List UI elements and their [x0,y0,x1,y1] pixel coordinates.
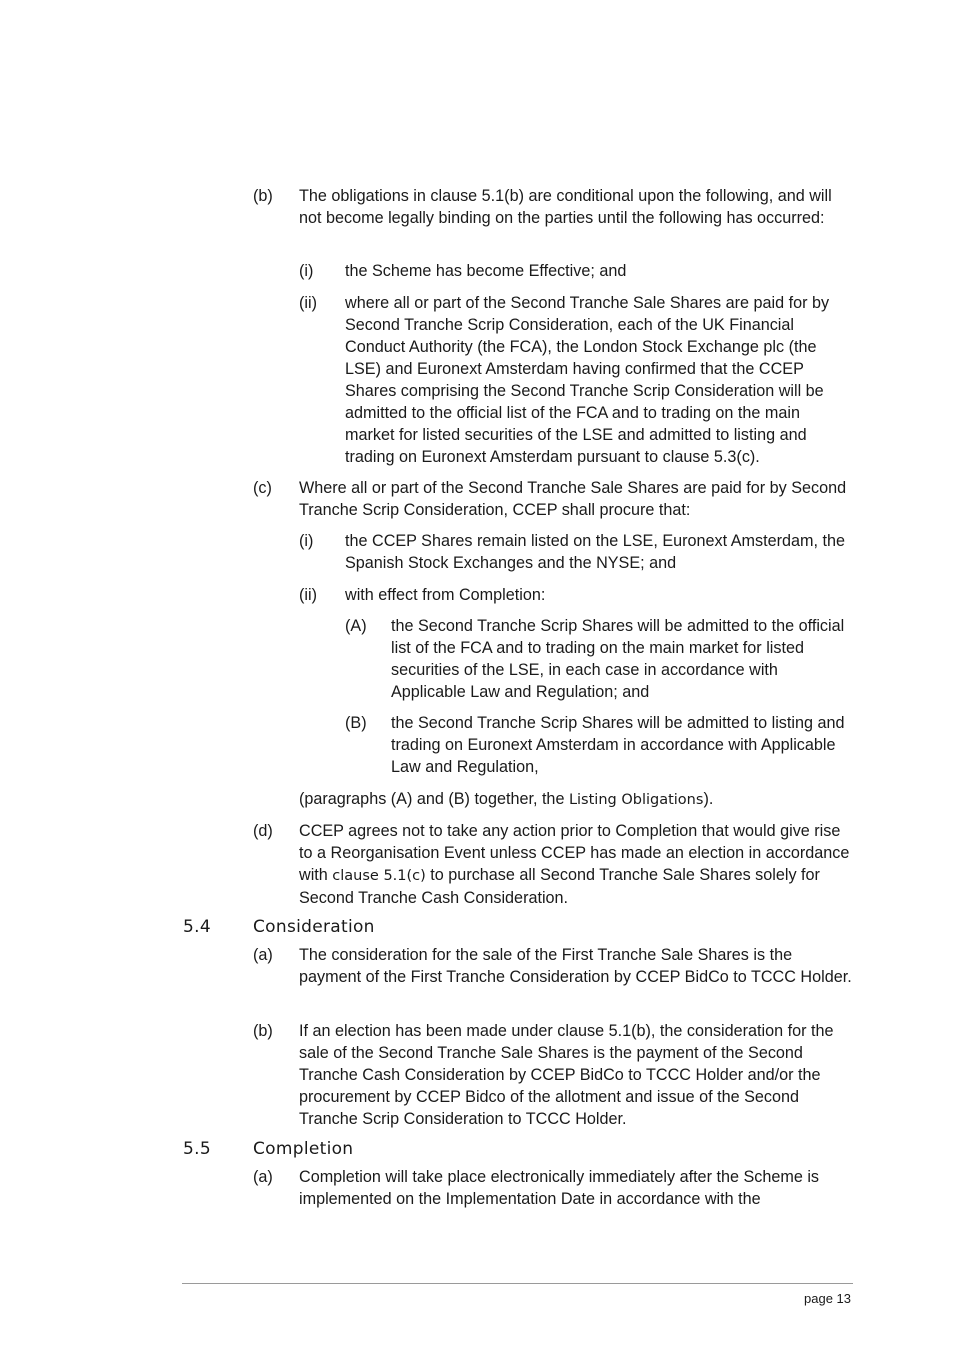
defined-term: Listing Obligations [568,792,704,808]
clause-label: (d) [253,822,273,840]
section-number: 5.4 [183,917,211,937]
footer-divider [182,1283,853,1284]
page-number: page 13 [804,1291,851,1306]
clause-reference: clause 5.1(c) [332,868,426,884]
clause-text: the Second Tranche Scrip Shares will be admitted to listing and trading on Euronext Amsterdam in accordance with Applicable Law and Regulation, [391,714,845,776]
closing-text: (paragraphs (A) and (B) together, the [299,790,569,808]
clause-label: (ii) [299,586,317,604]
clause-label: (c) [253,479,272,497]
clause-label: (A) [345,617,367,635]
clause-text-part: CCEP agrees not to take any action prior to Completion that would give rise to a Reorganisation Event unless CCEP has made an election in accordance with [299,822,850,884]
section-title: Consideration [253,917,375,937]
clause-text: Where all or part of the Second Tranche Sale Shares are paid for by Second Tranche Scrip Consideration, CCEP shall procure that: [299,479,847,519]
clause-label: (b) [253,187,273,205]
clause-text-part: to purchase all Second Tranche Sale Shares solely for Second Tranche Cash Consideration. [299,866,820,907]
section-title: Completion [253,1139,354,1159]
clause-label: (i) [299,532,314,550]
clause-text: The consideration for the sale of the First Tranche Sale Shares is the payment of the First Tranche Consideration by CCEP BidCo to TCCC Holder. [299,946,852,986]
section-heading-5-4 [183,916,853,940]
section-number: 5.5 [183,1139,211,1159]
clause-text: The obligations in clause 5.1(b) are conditional upon the following, and will not become legally binding on the parties until the following has occurred: [299,187,832,227]
clause-label: (a) [253,1168,273,1186]
clause-text: the Second Tranche Scrip Shares will be admitted to the official list of the FCA and to trading on the main market for listed securities of the LSE, in each case in accordance with Applicable Law and Regulation; and [391,617,845,701]
clause-text: the Scheme has become Effective; and [345,262,627,280]
section-heading-5-5 [183,1138,853,1162]
clause-text: If an election has been made under clause 5.1(b), the consideration for the sale of the Second Tranche Sale Shares is the payment of the Second Tranche Cash Consideration by CCEP BidCo to TCCC Holder and/or the procurement by CCEP Bidco of the allotment and issue of the Second Tranche Scrip Consideration to TCCC Holder. [299,1022,834,1128]
clause-text: Completion will take place electronically immediately after the Scheme is implemented on the Implementation Date in accordance with the [299,1168,820,1208]
clause-label: (i) [299,262,314,280]
listing-obligations-paragraph [299,788,853,811]
clause-text: where all or part of the Second Tranche Sale Shares are paid for by Second Tranche Scrip Consideration, each of the UK Financial Conduct Authority (the FCA), the London Stock Exchange plc (the LSE) and Euronext Amsterdam having confirmed that the CCEP Shares comprising the Second Tranche Scrip Consideration will be admitted to the official list of the FCA and to trading on the main market for listed securities of the LSE and admitted to listing and trading on Euronext Amsterdam pursuant to clause 5.3(c). [345,294,830,466]
clause-label: (ii) [299,294,317,312]
clause-text: with effect from Completion: [345,586,546,604]
clause-text: the CCEP Shares remain listed on the LSE, Euronext Amsterdam, the Spanish Stock Exchanges and the NYSE; and [345,532,845,572]
closing-text: ). [703,790,714,808]
clause-text [299,820,853,909]
clause-label: (b) [253,1022,273,1040]
clause-label: (B) [345,714,367,732]
clause-label: (a) [253,946,273,964]
